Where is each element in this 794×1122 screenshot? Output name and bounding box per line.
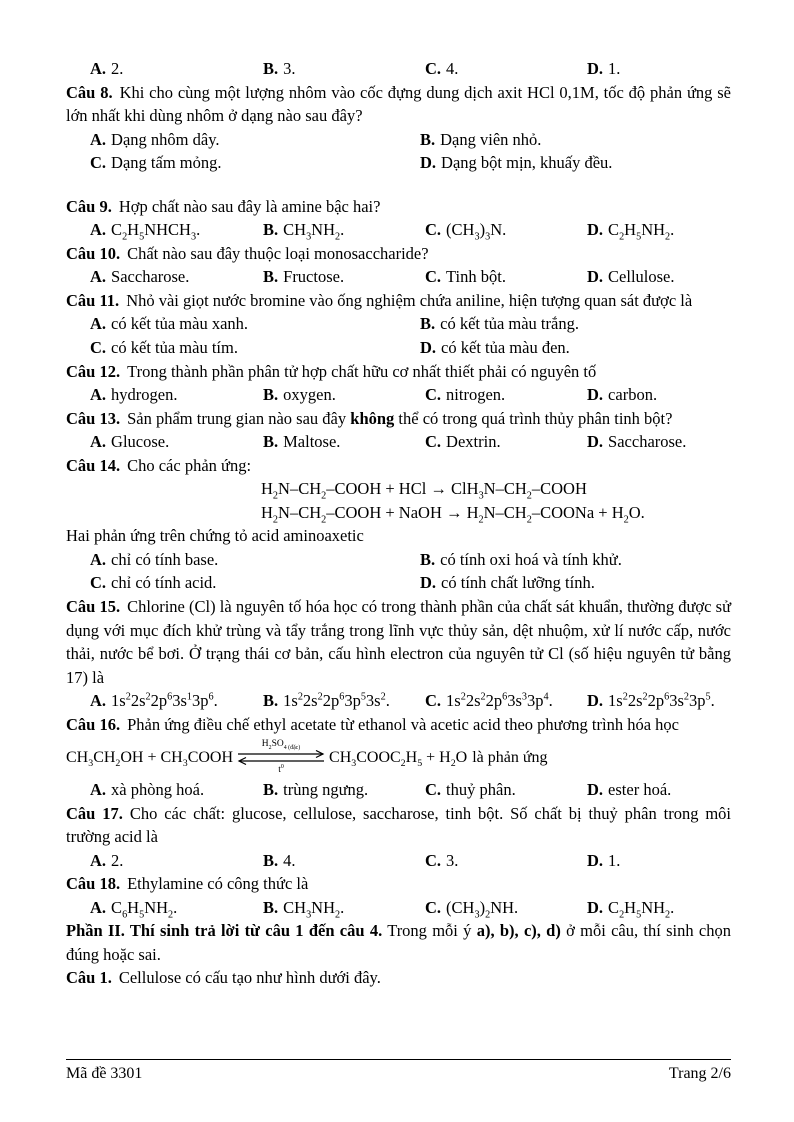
answer-options-row [90,383,731,407]
option-text: trùng ngưng. [283,780,369,800]
products: $CH_3COOC_2H_5 + H_2O$ [329,748,468,769]
reaction-tail-text: là phản ứng [472,748,548,766]
option-text: Dạng tấm mỏng. [111,153,222,173]
option-text: có kết tủa màu tím. [111,338,238,358]
answer-option-a [90,778,263,802]
answer-options-row [90,57,731,81]
option-letter: A. [90,59,107,78]
option-letter: B. [263,59,279,78]
answer-options-row [90,778,731,802]
exam-code: Mã đề 3301 [66,1065,143,1082]
option-text: có tính chất lưỡng tính. [441,573,595,593]
question-label: Câu 10. [66,243,121,263]
option-text: xà phòng hoá. [111,780,205,800]
option-text: Dạng viên nhỏ. [440,129,542,149]
option-letter: D. [587,897,604,917]
answer-option-c [425,689,587,713]
temperature-label: $t^0$ [278,763,284,776]
question-text: Chất nào sau đây thuộc loại monosaccharide? [127,243,429,263]
option-text: $CH_3NH_2$. [283,220,345,243]
answer-option-c [425,896,587,920]
option-letter: C. [425,691,442,711]
option-text: $(CH_3)_3N$. [446,220,507,243]
option-letter: A. [90,385,107,405]
question-label: Câu 15. [66,597,121,617]
question-paragraph [66,289,731,313]
option-letter: D. [587,432,604,452]
option-text: 2. [111,850,124,870]
option-letter: B. [263,267,279,287]
option-text: $1s^22s^22p^63p^53s^2$. [283,691,390,711]
equilibrium-arrows-icon [235,750,327,765]
page-footer [66,1059,731,1084]
option-letter: B. [263,897,279,917]
answer-options-row [90,896,731,920]
option-text: thuỷ phân. [446,780,516,800]
option-text: nitrogen. [446,385,506,405]
answer-option-b [263,778,425,802]
answer-options-row [90,218,731,242]
option-letter: D. [420,573,437,593]
option-letter: A. [90,314,107,334]
answer-option-c [425,265,587,289]
question-paragraph [66,81,731,128]
option-letter: A. [90,850,107,870]
paragraph: Hai phản ứng trên chứng tỏ acid aminoaxetic [66,526,364,546]
answer-option-d [587,430,731,454]
answer-options-row [90,430,731,454]
answer-option-d [587,849,731,873]
option-letter: D. [420,338,437,358]
question-text: Ethylamine có công thức là [127,874,309,894]
answer-option-b [263,430,425,454]
answer-option-c [425,430,587,454]
question-text: Cho các chất: glucose, cellulose, saccharose, tinh bột. Số chất bị thuỷ phân trong môi trường acid là [66,803,731,847]
question-text: Khi cho cùng một lượng nhôm vào cốc đựng dung dịch axit HCl 0,1M, tốc độ phản ứng sẽ lớn nhất khi dùng nhôm ở dạng nào sau đây? [66,82,732,126]
question-text: Sản phẩm trung gian nào sau đây không thể có trong quá trình thủy phân tinh bột? [127,408,673,428]
option-text: Maltose. [283,432,341,452]
answer-option-a [90,57,263,81]
option-letter: D. [587,267,604,287]
option-text: $C_2H_5NH_2$. [608,897,675,921]
option-text: Dextrin. [446,432,501,452]
question-paragraph [66,966,731,990]
question-label: Câu 12. [66,361,121,381]
spacer [66,175,731,195]
option-letter: A. [90,267,107,287]
answer-option-a [90,430,263,454]
answer-option-c [425,778,587,802]
answer-option-c [425,849,587,873]
answer-option-c [425,383,587,407]
question-label: Câu 1. [66,968,112,988]
answer-option-b [263,849,425,873]
option-text: Cellulose. [608,267,675,287]
option-text: 4. [446,59,459,78]
question-label: Câu 17. [66,803,123,823]
answer-option-d [420,571,731,595]
question-text: Hợp chất nào sau đây là amine bậc hai? [118,196,381,216]
page-number: Trang 2/6 [668,1065,731,1082]
question-text: Cho các phản ứng: [127,455,252,475]
question-label: Câu 13. [66,408,121,428]
answer-option-d [420,336,731,360]
question-paragraph [66,713,731,737]
answer-options-row [90,548,731,595]
option-letter: A. [90,220,107,240]
option-text: $1s^22s^22p^63s^13p^6$. [111,691,218,711]
question-text: Phản ứng điều chế ethyl acetate từ ethanol và acetic acid theo phương trình hóa học [127,714,679,734]
option-text: Glucose. [111,432,170,452]
option-letter: A. [90,432,107,452]
answer-option-a [90,218,263,242]
answer-options-row [90,312,731,359]
option-letter: B. [263,691,279,711]
chem-equation: $H_2N-CH_2$–COOH + NaOH → $H_2N-CH_2$–COONa + $H_2O$. [261,502,645,526]
answer-option-b [263,218,425,242]
option-text: Saccharose. [111,267,190,287]
option-text: có kết tủa màu xanh. [111,314,249,334]
reaction-equation [66,736,731,778]
option-text: $C_6H_5NH_2$. [111,897,178,921]
option-text: Tinh bột. [446,267,506,287]
option-text: Saccharose. [608,432,687,452]
equilibrium-condition [235,739,327,776]
question-paragraph [66,360,731,384]
answer-option-d [587,689,731,713]
answer-options-row [90,849,731,873]
option-text: 3. [446,850,459,870]
option-text: có tính oxi hoá và tính khử. [440,549,622,569]
option-text: 1. [608,59,621,78]
question-text: Trong thành phần phân tử hợp chất hữu cơ nhất thiết phải có nguyên tố [127,361,597,381]
option-letter: C. [90,153,107,173]
option-letter: D. [587,691,604,711]
option-letter: C. [425,850,442,870]
answer-option-b [263,896,425,920]
question-label: Câu 9. [66,196,112,216]
question-paragraph [66,242,731,266]
option-letter: D. [587,220,604,240]
option-letter: C. [425,780,442,800]
question-paragraph [66,195,731,219]
option-letter: C. [90,573,107,593]
option-letter: D. [587,59,604,78]
option-letter: D. [587,780,604,800]
option-letter: B. [263,220,279,240]
question-text: Cellulose có cấu tạo như hình dưới đây. [118,968,381,988]
option-letter: A. [90,780,107,800]
option-text: hydrogen. [111,385,178,405]
chem-equation: $H_2N-CH_2$–COOH + HCl → $ClH_3N-CH_2$–COOH [261,479,587,502]
answer-option-d [587,778,731,802]
option-letter: B. [420,549,436,569]
answer-option-c [90,571,420,595]
answer-option-c [90,151,420,175]
question-text: Chlorine (Cl) là nguyên tố hóa học có trong thành phần của chất sát khuẩn, thường được sử dụng với mục đích khử trùng và tẩy trắng trong lĩnh vực thủy sản, dệt nhuộm, xử lí nước cấp, nước thải, nước bể bơi. Ở trạng thái cơ bản, cấu hình electron của nguyên tử Cl (số hiệu nguyên tử bằng 17) là [66,597,732,687]
question-label: Câu 8. [66,82,113,102]
option-text: oxygen. [283,385,336,405]
answer-option-d [587,57,731,81]
answer-option-a [90,265,263,289]
question-paragraph [66,454,731,478]
option-text: chỉ có tính base. [111,549,219,569]
answer-option-c [425,218,587,242]
option-letter: C. [425,267,442,287]
option-letter: C. [90,338,107,358]
option-letter: B. [263,850,279,870]
answer-option-b [263,383,425,407]
option-letter: B. [420,129,436,149]
question-label: Câu 14. [66,455,121,475]
answer-options-row [90,128,731,175]
answer-option-a [90,383,263,407]
option-text: 2. [111,59,124,78]
option-text: Dạng nhôm dây. [111,129,220,149]
option-letter: A. [90,129,107,149]
option-text: có kết tủa màu đen. [441,338,570,358]
question-paragraph [66,872,731,896]
option-text: Fructose. [283,267,345,287]
option-letter: D. [587,385,604,405]
option-letter: C. [425,59,442,78]
option-text: $1s^22s^22p^63s^33p^4$. [446,691,553,711]
answer-option-d [587,896,731,920]
option-letter: C. [425,432,442,452]
option-text: có kết tủa màu trắng. [440,314,579,334]
answer-option-b [263,57,425,81]
option-text: $CH_3NH_2$. [283,897,345,921]
answer-option-b [263,265,425,289]
answer-option-d [587,265,731,289]
answer-options-row [90,265,731,289]
question-paragraph [66,595,731,689]
option-letter: A. [90,897,107,917]
answer-option-b [420,548,731,572]
question-label: Câu 18. [66,874,121,894]
option-letter: C. [425,385,442,405]
exam-content [66,57,731,990]
option-letter: D. [420,153,437,173]
option-text: 1. [608,850,621,870]
option-letter: C. [425,220,442,240]
answer-option-b [420,128,731,152]
question-text: Nhỏ vài giọt nước bromine vào ống nghiệm chứa aniline, hiện tượng quan sát được là [126,290,693,310]
answer-option-d [587,218,731,242]
option-letter: B. [420,314,436,334]
answer-option-d [587,383,731,407]
answer-option-d [420,151,731,175]
catalyst-label: $H_2SO_{4 (đặc)}$ [261,739,301,752]
option-letter: D. [587,850,604,870]
option-text: $1s^22s^22p^63s^23p^5$. [608,691,715,711]
answer-option-a [90,128,420,152]
question-paragraph [66,802,731,849]
answer-option-a [90,312,420,336]
option-letter: B. [263,780,279,800]
answer-option-a [90,548,420,572]
answer-option-a [90,689,263,713]
answer-option-c [90,336,420,360]
answer-option-a [90,896,263,920]
paragraph: Phần II. Thí sinh trả lời từ câu 1 đến câu 4. Trong mỗi ý a), b), c), d) ở mỗi câu, thí sinh chọn đúng hoặc sai. [66,921,731,964]
option-letter: B. [263,432,279,452]
option-text: 3. [283,59,296,78]
option-text: chỉ có tính acid. [111,573,217,593]
option-text: $C_2H_5NHCH_3$. [111,220,201,243]
reactants: $CH_3CH_2OH$ + $CH_3COOH$ [66,748,234,769]
option-letter: B. [263,385,279,405]
option-letter: A. [90,691,107,711]
option-text: 4. [283,850,296,870]
question-label: Câu 16. [66,714,121,734]
answer-option-b [263,689,425,713]
answer-option-c [425,57,587,81]
option-text: $(CH_3)_2NH$. [446,897,519,921]
option-text: $C_2H_5NH_2$. [608,220,675,243]
answer-options-row [90,689,731,713]
question-paragraph [66,407,731,431]
option-letter: A. [90,549,107,569]
option-text: ester hoá. [608,780,672,800]
answer-option-a [90,849,263,873]
answer-option-b [420,312,731,336]
option-text: carbon. [608,385,658,405]
option-text: Dạng bột mịn, khuấy đều. [441,153,613,173]
option-letter: C. [425,897,442,917]
question-label: Câu 11. [66,290,120,310]
